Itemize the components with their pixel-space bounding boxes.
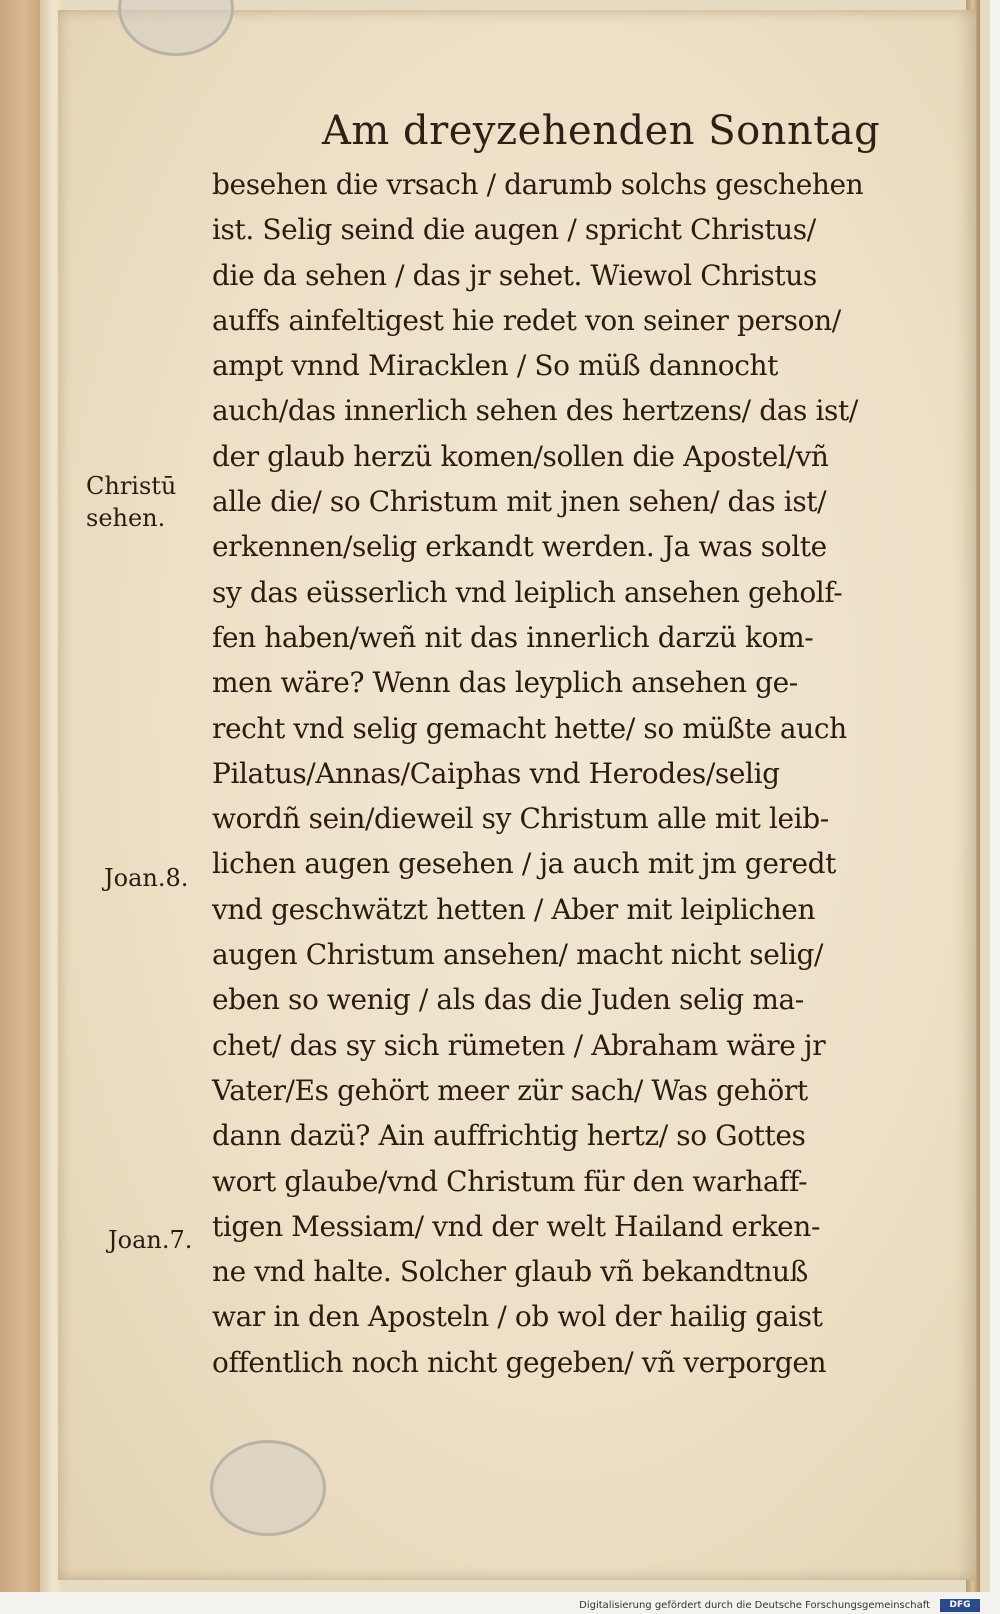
- text-line: war in den Aposteln / ob wol der hailig gaist: [212, 1300, 823, 1334]
- text-line: eben so wenig / als das die Juden selig ma-: [212, 983, 804, 1017]
- text-line: wort glaube/vnd Christum für den warhaff-: [212, 1164, 808, 1198]
- text-line: fen haben/weñ nit das innerlich darzü kom-: [212, 620, 814, 654]
- binding-ring-bottom: [210, 1440, 326, 1536]
- text-line: die da sehen / das jr sehet. Wiewol Christus: [212, 258, 817, 292]
- text-line: lichen augen gesehen / ja auch mit jm geredt: [212, 847, 837, 881]
- text-line: auffs ainfeltigest hie redet von seiner person/: [212, 303, 841, 337]
- text-line: dann dazü? Ain auffrichtig hertz/ so Gottes: [212, 1119, 806, 1153]
- margin-note-line: sehen.: [86, 504, 166, 532]
- text-line: ist. Selig seind die augen / spricht Christus/: [212, 213, 816, 247]
- text-line: sy das eüsserlich vnd leiplich ansehen geholf-: [212, 575, 843, 609]
- text-line: wordñ sein/dieweil sy Christum alle mit leib-: [212, 802, 829, 836]
- text-line: augen Christum ansehen/ macht nicht selig/: [212, 938, 824, 972]
- funding-credit: Digitalisierung gefördert durch die Deutsche Forschungsgemeinschaft: [579, 1600, 930, 1611]
- text-line: men wäre? Wenn das leyplich ansehen ge-: [212, 666, 798, 700]
- margin-note-line: Christū: [86, 472, 177, 500]
- text-line: Pilatus/Annas/Caiphas vnd Herodes/selig: [212, 756, 780, 790]
- text-line: ampt vnnd Miracklen / So müß dannocht: [212, 349, 779, 383]
- text-line: besehen die vrsach / darumb solchs geschehen: [212, 168, 864, 201]
- text-line: auch/das innerlich sehen des hertzens/ das ist/: [212, 394, 858, 428]
- text-line: Vater/Es gehört meer zür sach/ Was gehört: [212, 1073, 808, 1107]
- dfg-logo: DFG: [940, 1599, 980, 1612]
- text-line: der glaub herzü komen/sollen die Apostel/vñ: [212, 439, 829, 473]
- text-line: vnd geschwätzt hetten / Aber mit leiplichen: [212, 892, 816, 926]
- margin-note-joan7: Joan.7.: [108, 1226, 193, 1254]
- text-line: alle die/ so Christum mit jnen sehen/ das ist/: [212, 485, 827, 519]
- text-line: chet/ das sy sich rümeten / Abraham wäre jr: [212, 1028, 826, 1062]
- text-line: erkennen/selig erkandt werden. Ja was solte: [212, 530, 827, 564]
- text-line: ne vnd halte. Solcher glaub vñ bekandtnuß: [212, 1255, 808, 1289]
- margin-note-joan8: Joan.8.: [104, 864, 189, 892]
- running-header: Am dreyzehenden Sonntag: [322, 108, 881, 154]
- text-line: tigen Messiam/ vnd der welt Hailand erken-: [212, 1209, 821, 1243]
- text-line: offentlich noch nicht gegeben/ vñ verporgen: [212, 1345, 827, 1379]
- margin-note-christum: [86, 470, 176, 534]
- body-text: [212, 162, 948, 1385]
- text-line: recht vnd selig gemacht hette/ so müßte auch: [212, 711, 847, 745]
